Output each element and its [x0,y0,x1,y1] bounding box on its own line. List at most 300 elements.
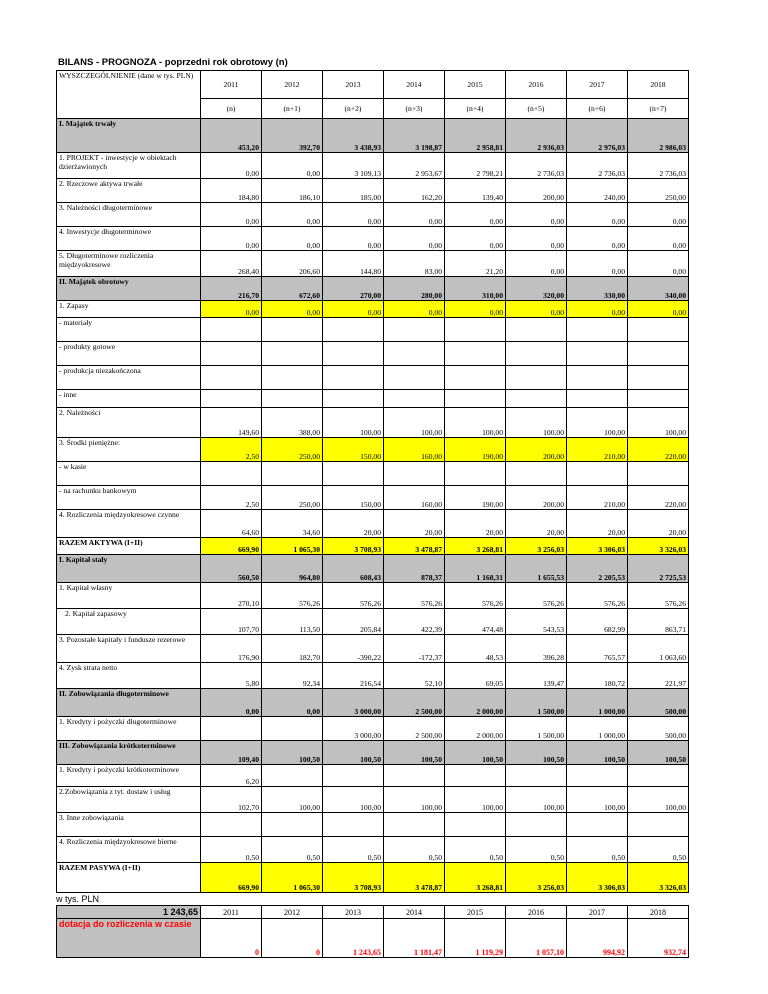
table-row [57,609,689,635]
table-row [57,538,689,555]
value-cell: 100,50 [445,741,506,765]
value-cell: 576,26 [323,583,384,609]
row-label: RAZEM PASYWA (I+II) [57,863,201,893]
value-cell: 0,00 [445,203,506,227]
value-cell: 240,00 [567,179,628,203]
value-cell: 20,00 [323,510,384,538]
value-cell: 2 000,00 [445,689,506,717]
table-row [57,837,689,863]
year-cell: 2012 [262,71,323,99]
value-cell: 0,00 [262,689,323,717]
value-cell: 310,00 [445,277,506,301]
value-cell: 176,90 [201,635,262,663]
value-cell [384,342,445,366]
value-cell: 500,00 [628,717,689,741]
value-cell: 2 205,53 [567,555,628,583]
value-cell: 102,70 [201,787,262,813]
page-title: BILANS - PROGNOZA - poprzedni rok obrotowy (n) [58,57,288,68]
table-row [57,119,689,153]
value-cell: 280,00 [384,277,445,301]
value-cell: 2 958,81 [445,119,506,153]
value-cell: 200,00 [506,179,567,203]
value-cell: 0,00 [323,301,384,318]
footer-year-cell: 2014 [384,906,445,919]
year-cell: 2011 [201,71,262,99]
value-cell: 100,50 [323,741,384,765]
table-row [57,227,689,251]
row-label: 1. Kredyty i pożyczki krótkoterminowe [57,765,201,787]
table-row [57,555,689,583]
value-cell: 113,50 [262,609,323,635]
table-row [57,813,689,837]
table-row [57,390,689,408]
table-row [57,510,689,538]
value-cell: 0,00 [567,203,628,227]
value-cell: 3 306,03 [567,863,628,893]
value-cell: 100,00 [628,408,689,438]
table-row [57,366,689,390]
value-cell [628,813,689,837]
value-cell: 100,00 [506,408,567,438]
value-cell [323,318,384,342]
table-row [57,583,689,609]
value-cell [323,390,384,408]
value-cell: 139,40 [445,179,506,203]
value-cell: 270,00 [323,277,384,301]
value-cell [445,366,506,390]
value-cell: -390,22 [323,635,384,663]
value-cell: 100,00 [323,787,384,813]
value-cell: 576,26 [628,583,689,609]
value-cell: 100,00 [384,787,445,813]
value-cell: 682,99 [567,609,628,635]
row-label: 2. Kapitał zapasowy [57,609,201,635]
value-cell: 1 655,53 [506,555,567,583]
value-cell: 388,00 [262,408,323,438]
value-cell: 0,00 [201,203,262,227]
value-cell [445,318,506,342]
value-cell: 6,20 [201,765,262,787]
value-cell: 576,26 [262,583,323,609]
value-cell: 422,39 [384,609,445,635]
table-row [57,342,689,366]
table-row [57,863,689,893]
value-cell: 100,50 [506,741,567,765]
value-cell [262,366,323,390]
value-cell: 3 268,81 [445,863,506,893]
value-cell: 0,00 [506,251,567,277]
table-row [57,462,689,486]
value-cell: 220,00 [628,438,689,462]
value-cell: 109,40 [201,741,262,765]
value-cell: 3 256,03 [506,863,567,893]
row-label: RAZEM AKTYWA (I+II) [57,538,201,555]
value-cell: 3 326,03 [628,538,689,555]
value-cell: 1 065,30 [262,863,323,893]
value-cell: 100,00 [323,408,384,438]
value-cell: 0,00 [262,153,323,179]
footer-value-cell: 1 057,10 [506,919,567,958]
value-cell: 0,00 [628,301,689,318]
value-cell: 20,00 [445,510,506,538]
row-label: 1. PROJEKT - inwestycje w obiektach dzierżawionych [57,153,201,179]
table-row [57,689,689,717]
value-cell [384,318,445,342]
unit-label: w tys. PLN [56,894,100,904]
row-label: 2. Rzeczowe aktywa trwałe [57,179,201,203]
value-cell: 1 000,00 [567,717,628,741]
value-cell [567,462,628,486]
value-cell: 608,43 [323,555,384,583]
value-cell: 500,00 [628,689,689,717]
value-cell: 392,70 [262,119,323,153]
value-cell: 100,50 [262,741,323,765]
value-cell [628,462,689,486]
value-cell: 200,00 [506,486,567,510]
value-cell [201,462,262,486]
period-cell: (n+3) [384,99,445,119]
value-cell: 964,80 [262,555,323,583]
year-cell: 2014 [384,71,445,99]
value-cell: 576,26 [506,583,567,609]
value-cell: 149,60 [201,408,262,438]
value-cell: 220,00 [628,486,689,510]
value-cell: 20,00 [567,510,628,538]
value-cell: 765,57 [567,635,628,663]
value-cell: 3 478,87 [384,538,445,555]
value-cell: 2 953,67 [384,153,445,179]
value-cell [506,318,567,342]
table-row [57,741,689,765]
value-cell: 0,00 [506,203,567,227]
value-cell [445,342,506,366]
value-cell [262,390,323,408]
value-cell: 0,50 [628,837,689,863]
value-cell [384,462,445,486]
value-cell: 100,00 [384,408,445,438]
value-cell: 576,26 [384,583,445,609]
year-cell: 2016 [506,71,567,99]
value-cell: 160,00 [384,438,445,462]
value-cell [201,318,262,342]
footer-value-cell: 1 181,47 [384,919,445,958]
value-cell: 863,71 [628,609,689,635]
value-cell: 1 500,00 [506,717,567,741]
value-cell [323,765,384,787]
value-cell [262,318,323,342]
value-cell: 0,00 [567,251,628,277]
row-label: 3. Należności długoterminowe [57,203,201,227]
value-cell [445,813,506,837]
table-row [57,438,689,462]
value-cell [506,390,567,408]
value-cell: 560,50 [201,555,262,583]
footer-year-cell: 2017 [567,906,628,919]
row-label: - na rachunku bankowym [57,486,201,510]
value-cell: 83,00 [384,251,445,277]
footer-section [56,894,689,958]
value-cell [506,342,567,366]
row-label: 1. Kredyty i pożyczki długoterminowe [57,717,201,741]
value-cell: 20,00 [628,510,689,538]
value-cell: 3 109,13 [323,153,384,179]
value-cell: 3 256,03 [506,538,567,555]
value-cell: 0,00 [262,203,323,227]
value-cell: 0,00 [262,301,323,318]
value-cell: 190,00 [445,438,506,462]
value-cell: 2 736,03 [506,153,567,179]
table-row [57,318,689,342]
value-cell [201,813,262,837]
value-cell [628,318,689,342]
table-row [57,765,689,787]
table-row [57,408,689,438]
row-label: - materiały [57,318,201,342]
value-cell: 669,90 [201,863,262,893]
value-cell: 221,97 [628,663,689,689]
value-cell: 0,00 [567,227,628,251]
value-cell: 2 725,53 [628,555,689,583]
value-cell [567,342,628,366]
value-cell: 3 708,93 [323,538,384,555]
value-cell: 160,00 [384,486,445,510]
row-label: 2. Należności [57,408,201,438]
row-label: II. Majątek obrotowy [57,277,201,301]
value-cell: 180,72 [567,663,628,689]
year-cell: 2013 [323,71,384,99]
value-cell: 216,70 [201,277,262,301]
value-cell: 0,00 [201,301,262,318]
value-cell: 100,00 [506,787,567,813]
value-cell [567,318,628,342]
value-cell [323,366,384,390]
value-cell: 0,00 [445,227,506,251]
value-cell: 0,00 [384,301,445,318]
row-label: 4. Rozliczenia międzyokresowe czynne [57,510,201,538]
period-cell: (n+4) [445,99,506,119]
table-row [57,486,689,510]
value-cell: 100,50 [628,741,689,765]
value-cell [567,765,628,787]
value-cell: 0,00 [567,301,628,318]
value-cell: 270,10 [201,583,262,609]
footer-value-cell: 1 243,65 [323,919,384,958]
value-cell: 150,00 [323,438,384,462]
value-cell: 0,00 [201,227,262,251]
value-cell [201,717,262,741]
value-cell: 320,00 [506,277,567,301]
value-cell [628,390,689,408]
value-cell: 2 736,03 [567,153,628,179]
value-cell: 216,54 [323,663,384,689]
value-cell [567,366,628,390]
footer-value-cell: 994,92 [567,919,628,958]
value-cell: 0,00 [323,203,384,227]
value-cell: 2,50 [201,438,262,462]
value-cell: 2 736,03 [628,153,689,179]
value-cell: 2 798,21 [445,153,506,179]
footer-value-cell: 0 [201,919,262,958]
table-row [57,153,689,179]
value-cell: 0,50 [384,837,445,863]
subsidy-value: 1 243,65 [57,906,201,919]
value-cell: 0,00 [384,227,445,251]
row-label: - produkcja niezakończona [57,366,201,390]
value-cell: 0,00 [384,203,445,227]
value-cell: 20,00 [384,510,445,538]
value-cell: 396,28 [506,635,567,663]
value-cell: 0,50 [323,837,384,863]
footer-year-cell: 2012 [262,906,323,919]
footer-year-cell: 2016 [506,906,567,919]
value-cell: 210,00 [567,486,628,510]
value-cell: 144,80 [323,251,384,277]
value-cell: 0,50 [567,837,628,863]
value-cell: 0,50 [262,837,323,863]
value-cell: 2 976,03 [567,119,628,153]
value-cell [506,366,567,390]
footer-year-cell: 2011 [201,906,262,919]
value-cell: 878,37 [384,555,445,583]
value-cell: 186,10 [262,179,323,203]
value-cell: 21,20 [445,251,506,277]
value-cell: 250,00 [628,179,689,203]
value-cell [323,462,384,486]
value-cell [506,462,567,486]
footer-year-cell: 2013 [323,906,384,919]
value-cell: 190,00 [445,486,506,510]
value-cell [506,765,567,787]
value-cell [567,813,628,837]
row-label: 3. Inne zobowiązania [57,813,201,837]
row-label: 4. Zysk strata netto [57,663,201,689]
value-cell [262,342,323,366]
value-cell [628,342,689,366]
value-cell [262,717,323,741]
value-cell: 576,26 [567,583,628,609]
value-cell [323,342,384,366]
row-label: 1. Kapitał własny [57,583,201,609]
value-cell: 1 500,00 [506,689,567,717]
value-cell: 576,26 [445,583,506,609]
value-cell: 206,60 [262,251,323,277]
row-label: 1. Zapasy [57,301,201,318]
row-label: 3. Środki pieniężne: [57,438,201,462]
value-cell: 100,50 [567,741,628,765]
row-label: 4. Rozliczenia międzyokresowe bierne [57,837,201,863]
value-cell: 100,00 [567,408,628,438]
value-cell: 2 500,00 [384,717,445,741]
value-cell [445,462,506,486]
value-cell: 3 268,81 [445,538,506,555]
footer-value-cell: 1 119,29 [445,919,506,958]
value-cell: 3 000,00 [323,717,384,741]
value-cell: 2 986,03 [628,119,689,153]
value-cell: 0,00 [506,227,567,251]
subsidy-table [56,905,689,958]
value-cell: 3 438,93 [323,119,384,153]
footer-year-row [57,906,689,919]
header-label: WYSZCZEGÓLNIENIE (dane w tys. PLN) [57,71,201,119]
value-cell: 0,00 [628,227,689,251]
table-row [57,635,689,663]
table-row [57,179,689,203]
table-row [57,251,689,277]
period-cell: (n) [201,99,262,119]
value-cell: 0,00 [628,203,689,227]
value-cell [262,813,323,837]
value-cell: 250,00 [262,486,323,510]
row-label: - produkty gotowe [57,342,201,366]
year-cell: 2017 [567,71,628,99]
value-cell: 200,00 [506,438,567,462]
table-row [57,717,689,741]
value-cell: 107,70 [201,609,262,635]
value-cell: 2 000,00 [445,717,506,741]
row-label: 4. Inwestycje długoterminowe [57,227,201,251]
value-cell: 185,00 [323,179,384,203]
value-cell [628,765,689,787]
table-row [57,787,689,813]
value-cell: 210,00 [567,438,628,462]
table-row [57,203,689,227]
value-cell [384,813,445,837]
value-cell: 2 936,03 [506,119,567,153]
value-cell: 205,84 [323,609,384,635]
value-cell: 3 326,03 [628,863,689,893]
value-cell: 34,60 [262,510,323,538]
value-cell: 474,48 [445,609,506,635]
value-cell: 92,34 [262,663,323,689]
value-cell [201,342,262,366]
value-cell: 250,00 [262,438,323,462]
row-label: I. Majątek trwały [57,119,201,153]
value-cell [506,813,567,837]
value-cell: 52,10 [384,663,445,689]
value-cell: 543,53 [506,609,567,635]
footer-year-cell: 2015 [445,906,506,919]
period-cell: (n+2) [323,99,384,119]
value-cell: 20,00 [506,510,567,538]
row-label: I. Kapitał stały [57,555,201,583]
value-cell: 0,50 [445,837,506,863]
year-cell: 2015 [445,71,506,99]
value-cell: 0,00 [262,227,323,251]
value-cell: 0,00 [506,301,567,318]
value-cell: 100,00 [445,408,506,438]
row-label: II. Zobowiązania długoterminowe [57,689,201,717]
footer-value-row [57,919,689,958]
value-cell [262,462,323,486]
value-cell [567,390,628,408]
period-cell: (n+1) [262,99,323,119]
value-cell: 669,90 [201,538,262,555]
row-label: 2.Zobowiązania z tyt. dostaw i usług [57,787,201,813]
value-cell: 3 198,87 [384,119,445,153]
value-cell: 3 708,93 [323,863,384,893]
value-cell: 0,00 [201,153,262,179]
row-label: 3. Pozostałe kapitały i fundusze rezerowe [57,635,201,663]
value-cell [384,366,445,390]
value-cell: 0,00 [323,227,384,251]
table-row [57,663,689,689]
value-cell [445,390,506,408]
value-cell: 100,00 [628,787,689,813]
value-cell: 1 063,60 [628,635,689,663]
table-row [57,301,689,318]
value-cell: 0,00 [628,251,689,277]
row-label: - w kasie [57,462,201,486]
